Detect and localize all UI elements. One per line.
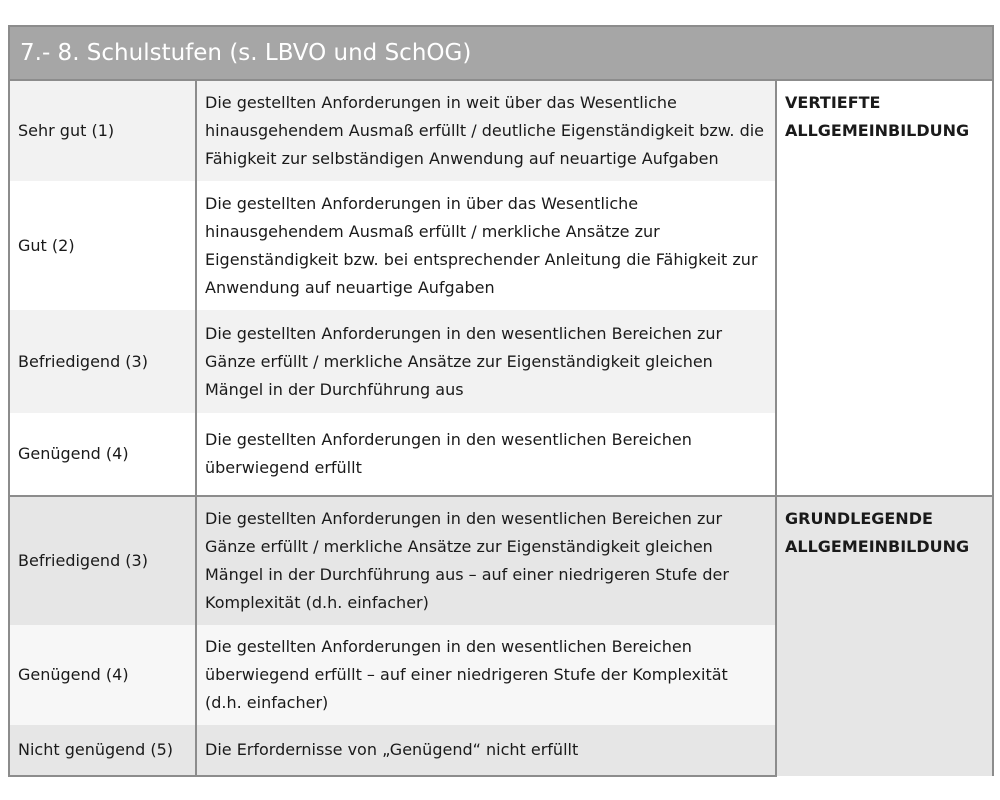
description-cell: Die gestellten Anforderungen in weit über das Wesentliche hinausgehendem Ausmaß erfüllt / deutliche Eigenständigkeit bzw. die Fähigkeit zur selbständigen Anwendung auf neuartige Aufgaben <box>196 80 776 181</box>
table-row <box>9 80 993 181</box>
description-cell: Die gestellten Anforderungen in über das Wesentliche hinausgehendem Ausmaß erfüllt / merkliche Ansätze zur Eigenständigkeit bzw. bei entsprechender Anleitung die Fähigkeit zur Anwendung auf neuartige Aufgaben <box>196 181 776 310</box>
description-cell: Die gestellten Anforderungen in den wesentlichen Bereichen überwiegend erfüllt <box>196 413 776 496</box>
grading-table-container <box>8 25 992 777</box>
description-cell: Die gestellten Anforderungen in den wesentlichen Bereichen zur Gänze erfüllt / merkliche Ansätze zur Eigenständigkeit gleichen Mängel in der Durchführung aus <box>196 310 776 413</box>
grade-cell: Befriedigend (3) <box>9 496 196 625</box>
description-cell: Die gestellten Anforderungen in den wesentlichen Bereichen zur Gänze erfüllt / merkliche Ansätze zur Eigenständigkeit gleichen Mängel in der Durchführung aus – auf einer niedrigeren Stufe der Komplexität (d.h. einfacher) <box>196 496 776 625</box>
grade-cell: Genügend (4) <box>9 413 196 496</box>
description-cell: Die Erfordernisse von „Genügend“ nicht erfüllt <box>196 725 776 776</box>
grade-cell: Befriedigend (3) <box>9 310 196 413</box>
grade-cell: Gut (2) <box>9 181 196 310</box>
grade-cell: Nicht genügend (5) <box>9 725 196 776</box>
grading-table <box>8 25 994 777</box>
table-row <box>9 496 993 625</box>
level-cell-vertiefte: VERTIEFTE ALLGEMEINBILDUNG <box>776 80 993 496</box>
description-cell: Die gestellten Anforderungen in den wesentlichen Bereichen überwiegend erfüllt – auf einer niedrigeren Stufe der Komplexität (d.h. einfacher) <box>196 625 776 725</box>
level-cell-grundlegende: GRUNDLEGENDE ALLGEMEINBILDUNG <box>776 496 993 776</box>
grade-cell: Sehr gut (1) <box>9 80 196 181</box>
table-title: 7.- 8. Schulstufen (s. LBVO und SchOG) <box>9 26 993 80</box>
grade-cell: Genügend (4) <box>9 625 196 725</box>
